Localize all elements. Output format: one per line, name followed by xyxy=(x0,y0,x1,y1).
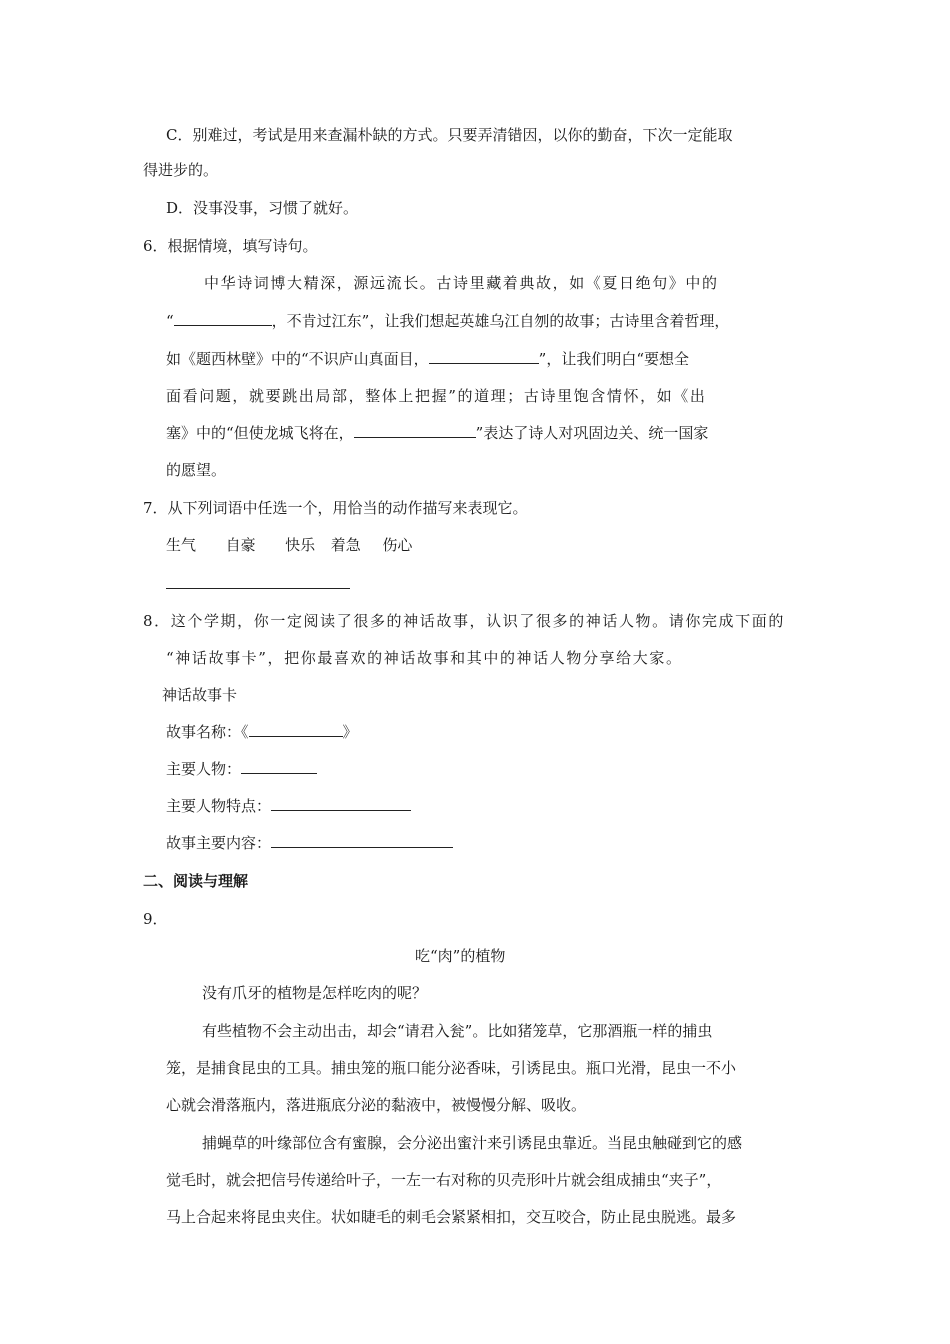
q6-paragraph-line2 xyxy=(166,311,729,331)
q9-number: 9． xyxy=(143,910,168,928)
q8-content-label: 故事主要内容： xyxy=(166,834,272,852)
article-paragraph-3-line3: 马上合起来将昆虫夹住。状如睫毛的刺毛会紧紧相扣，交互咬合，防止昆虫脱逃。最多 xyxy=(166,1208,737,1226)
article-paragraph-2-line3: 心就会滑落瓶内，落进瓶底分泌的黏液中，被慢慢分解、吸收。 xyxy=(166,1096,587,1114)
article-title: 吃“肉”的植物 xyxy=(415,947,506,965)
q6-paragraph-line5 xyxy=(166,423,708,443)
q8-story-name-row xyxy=(166,722,358,742)
q7-word: 快乐 xyxy=(285,536,316,554)
article-paragraph-2-line1: 有些植物不会主动出击，却会“请君入瓮”。比如猪笼草，它那酒瓶一样的捕虫 xyxy=(202,1022,713,1040)
q6-answer-blank-3[interactable] xyxy=(354,423,476,438)
q6-paragraph-line6: 的愿望。 xyxy=(166,461,227,479)
article-paragraph-2-line2: 笼，是捕食昆虫的工具。捕虫笼的瓶口能分泌香味，引诱昆虫。瓶口光滑，昆虫一不小 xyxy=(166,1059,737,1077)
q5-option-c-line2: 得进步的。 xyxy=(143,161,219,179)
q6-line5-post: ”表达了诗人对巩固边关、统一国家 xyxy=(475,424,709,442)
q6-line3-pre: 如《题西林壁》中的“不识庐山真面目， xyxy=(166,350,429,368)
article-paragraph-1: 没有爪牙的植物是怎样吃肉的呢？ xyxy=(202,984,428,1002)
q8-traits-row xyxy=(166,796,411,816)
q7-word: 伤心 xyxy=(382,536,413,554)
q7-answer-line[interactable] xyxy=(166,588,350,589)
q6-line5-pre: 塞》中的“但使龙城飞将在， xyxy=(166,424,354,442)
section-heading: 二、阅读与理解 xyxy=(143,872,249,890)
q8-main-character-blank[interactable] xyxy=(241,759,317,774)
q6-paragraph-line1: 中华诗词博大精深，源远流长。古诗里藏着典故，如《夏日绝句》中的 xyxy=(204,274,719,292)
q7-word-list xyxy=(166,535,412,555)
q7-word: 自豪 xyxy=(225,536,256,554)
q8-stem-line1: 8．这个学期，你一定阅读了很多的神话故事，认识了很多的神话人物。请你完成下面的 xyxy=(143,612,785,630)
article-paragraph-3-line2: 觉毛时，就会把信号传递给叶子，一左一右对称的贝壳形叶片就会组成捕虫“夹子”， xyxy=(166,1171,722,1189)
q6-paragraph-line3 xyxy=(166,349,689,369)
q7-word: 生气 xyxy=(166,536,197,554)
q8-story-name-close: 》 xyxy=(342,723,358,741)
q6-paragraph-line4: 面看问题，就要跳出局部，整体上把握”的道理；古诗里饱含情怀，如《出 xyxy=(166,387,707,405)
q7-word: 着急 xyxy=(330,536,361,554)
q8-content-row xyxy=(166,833,453,853)
q8-main-character-row xyxy=(166,759,317,779)
q7-stem: 7．从下列词语中任选一个，用恰当的动作描写来表现它。 xyxy=(143,499,528,517)
q8-card-title: 神话故事卡 xyxy=(162,686,238,704)
q6-line3-post: ”，让我们明白“要想全 xyxy=(538,350,690,368)
q6-stem: 6．根据情境，填写诗句。 xyxy=(143,237,318,255)
q6-line2-text: ，不肯过江东”，让我们想起英雄乌江自刎的故事；古诗里含着哲理， xyxy=(271,312,730,330)
q8-traits-blank[interactable] xyxy=(271,796,411,811)
q8-story-name-blank[interactable] xyxy=(249,722,343,737)
q5-option-d: D．没事没事，习惯了就好。 xyxy=(166,199,359,217)
q8-content-blank[interactable] xyxy=(271,833,453,848)
q8-stem-line2: “神话故事卡”，把你最喜欢的神话故事和其中的神话人物分享给大家。 xyxy=(166,649,683,667)
q6-quote-open: “ xyxy=(166,312,174,330)
q8-traits-label: 主要人物特点： xyxy=(166,797,272,815)
q6-answer-blank-1[interactable] xyxy=(174,311,272,326)
q8-main-character-label: 主要人物： xyxy=(166,760,242,778)
q8-story-name-label: 故事名称：《 xyxy=(166,723,249,741)
q6-answer-blank-2[interactable] xyxy=(429,349,539,364)
q5-option-c-line1: C．别难过，考试是用来查漏朴缺的方式。只要弄清错因，以你的勤奋，下次一定能取 xyxy=(166,126,733,144)
article-paragraph-3-line1: 捕蝇草的叶缘部位含有蜜腺，会分泌出蜜汁来引诱昆虫靠近。当昆虫触碰到它的感 xyxy=(202,1134,743,1152)
